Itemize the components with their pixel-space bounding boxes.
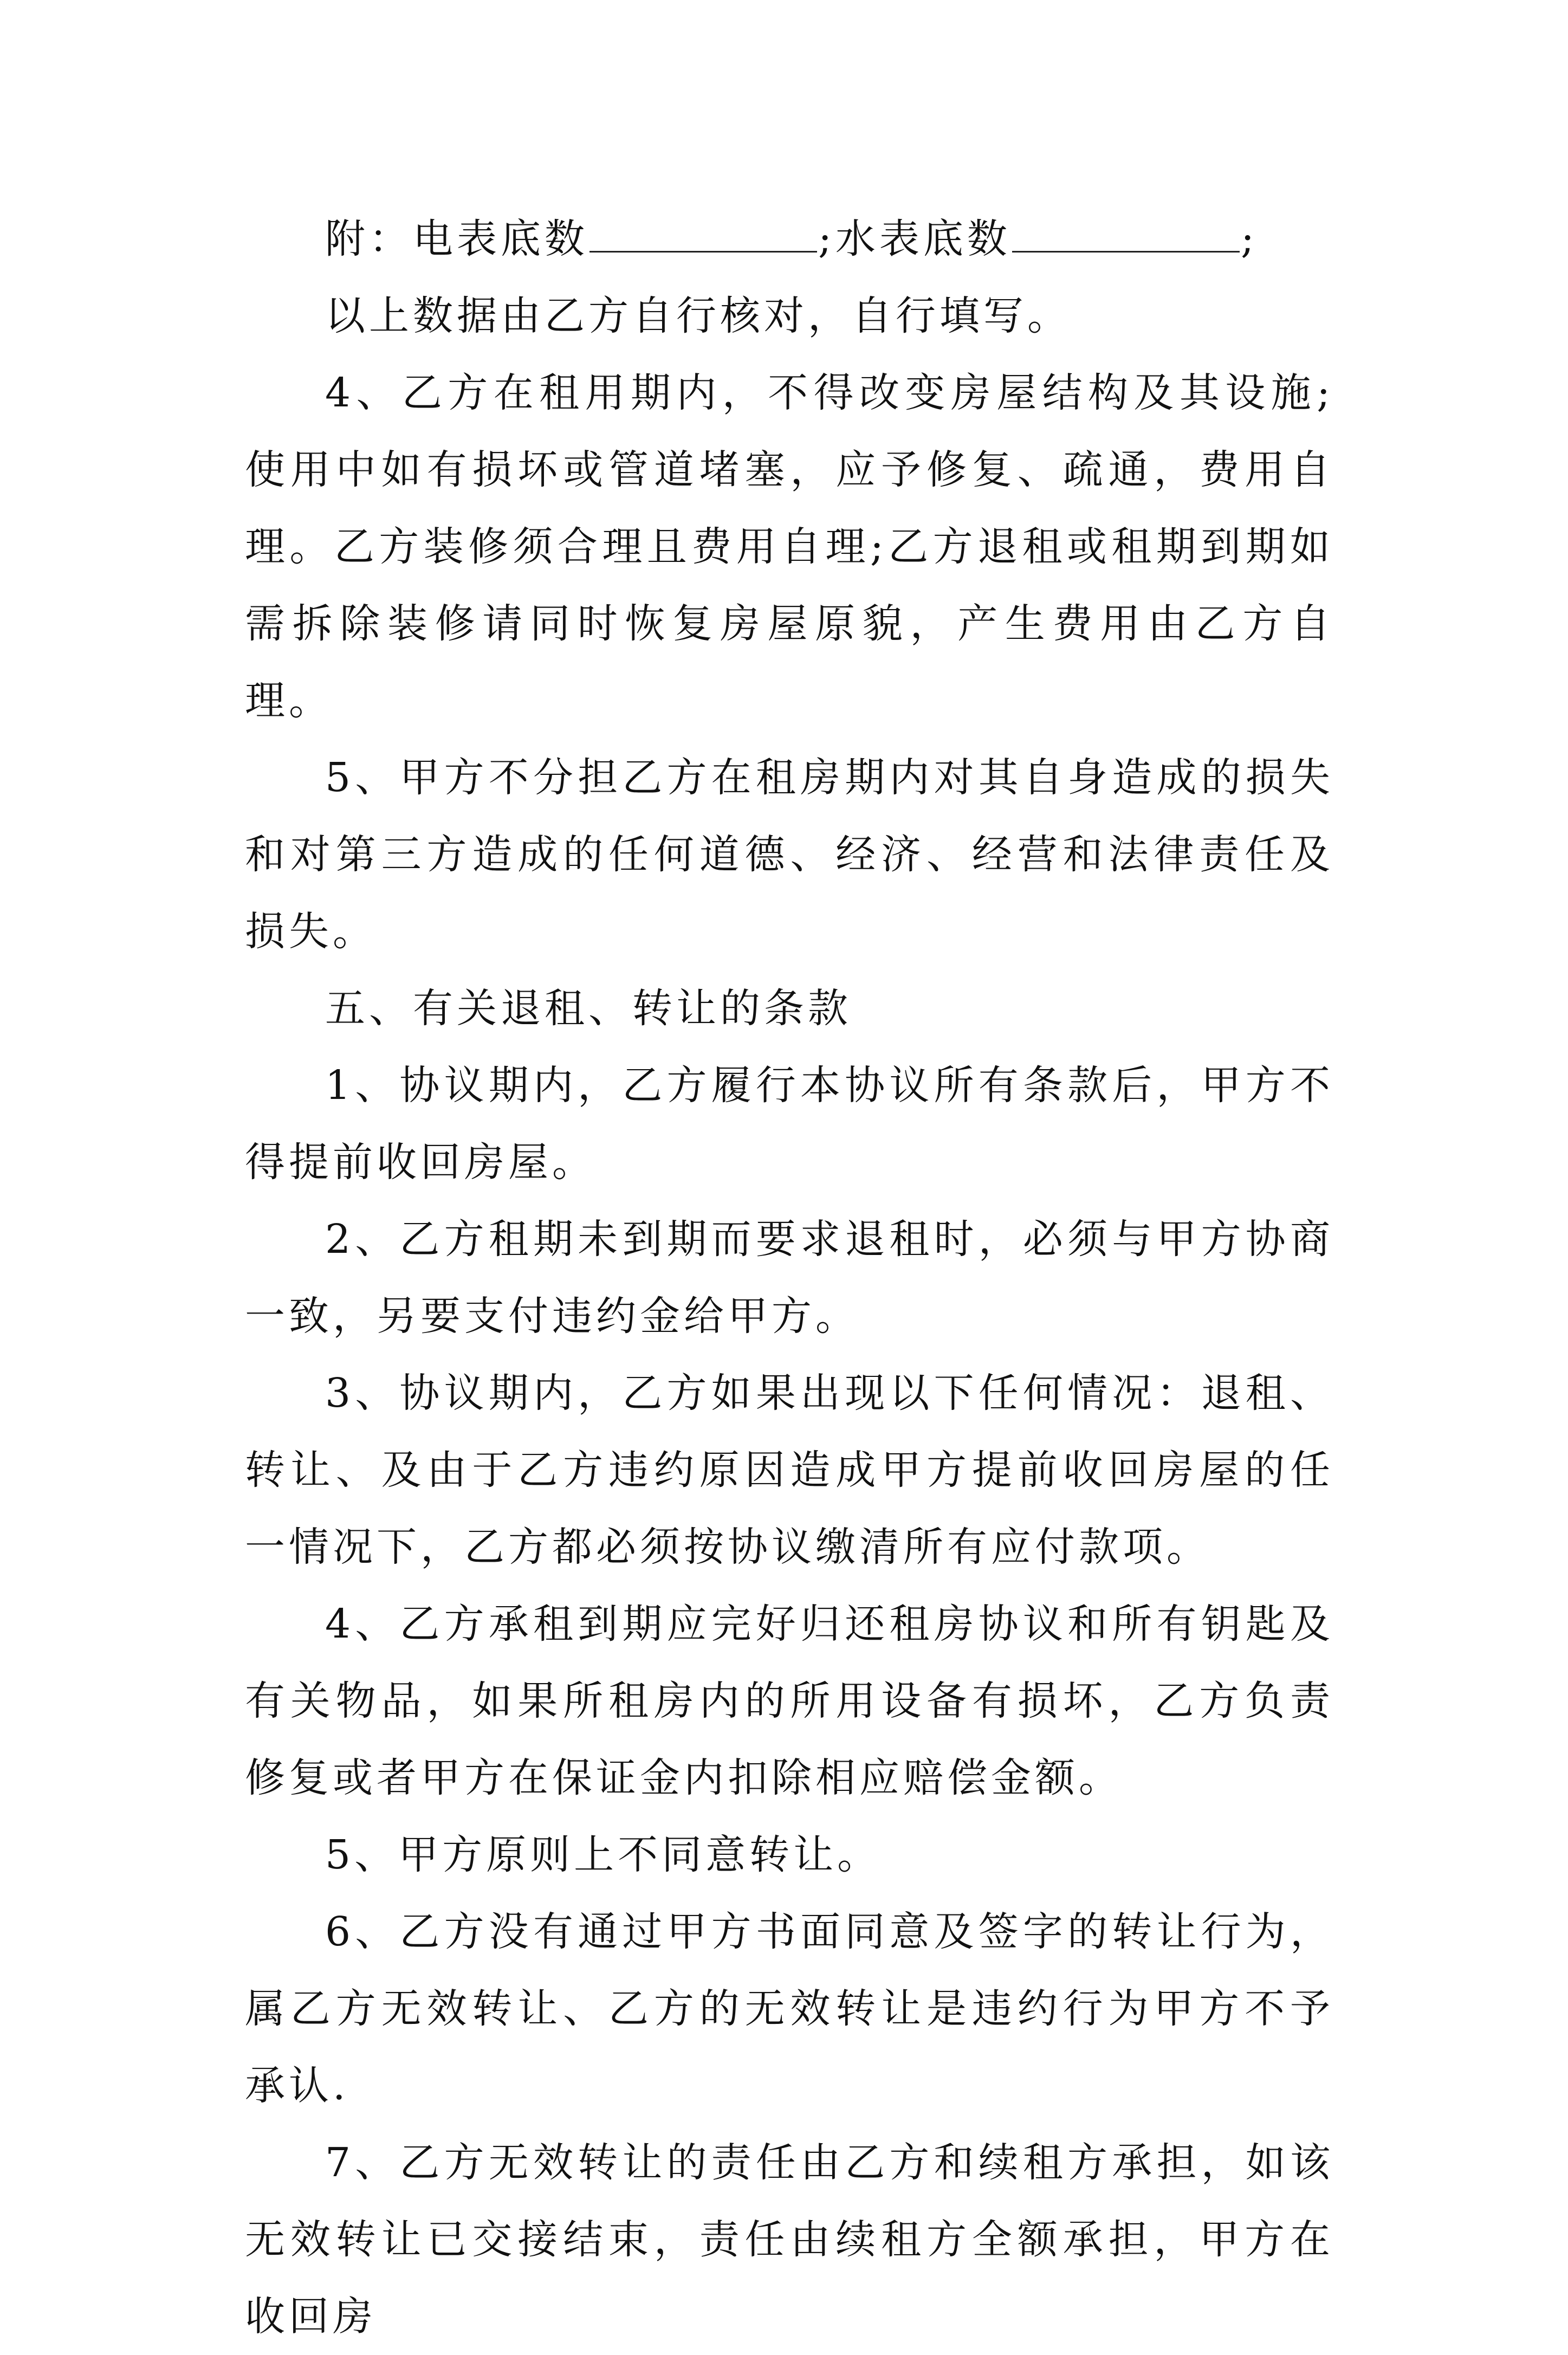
clause-4b-paragraph: 4、乙方承租到期应完好归还租房协议和所有钥匙及有关物品，如果所租房内的所用设备有损坏，乙方负责修复或者甲方在保证金内扣除相应赔偿金额。: [245, 1601, 1334, 1801]
clause-7-paragraph: 7、乙方无效转让的责任由乙方和续租方承担，如该无效转让已交接结束，责任由续租方全额承担，甲方在收回房: [245, 2139, 1334, 2340]
meter-reading-line: [245, 200, 1334, 277]
meter-line-end: ;: [1240, 216, 1258, 262]
water-meter-blank: [1012, 218, 1240, 253]
clause-2-paragraph: 2、乙方租期未到期而要求退租时，必须与甲方协商一致，另要支付违约金给甲方。: [245, 1216, 1334, 1340]
electric-meter-blank: [589, 218, 817, 253]
electric-meter-label: 附：电表底数: [325, 216, 588, 262]
section-heading: 五、有关退租、转让的条款: [325, 985, 852, 1032]
document-body: [245, 200, 1334, 2355]
paragraph: 以上数据由乙方自行核对，自行填写。: [325, 293, 1071, 339]
clause-4-paragraph: 4、乙方在租用期内，不得改变房屋结构及其设施;使用中如有损坏或管道堵塞，应予修复、疏通，费用自理。乙方装修须合理且费用自理;乙方退租或租期到期如需拆除装修请同时恢复房屋原貌，产生费用由乙方自理。: [245, 370, 1334, 724]
clause-6-paragraph: 6、乙方没有通过甲方书面同意及签字的转让行为，属乙方无效转让、乙方的无效转让是违约行为甲方不予承认.: [245, 1908, 1334, 2109]
clause-3-paragraph: 3、协议期内，乙方如果出现以下任何情况：退租、转让、及由于乙方违约原因造成甲方提前收回房屋的任一情况下，乙方都必须按协议缴清所有应付款项。: [245, 1370, 1334, 1570]
clause-5b-paragraph: 5、甲方原则上不同意转让。: [325, 1832, 882, 1878]
water-meter-label: ;水表底数: [818, 216, 1011, 262]
clause-5-paragraph: 5、甲方不分担乙方在租房期内对其自身造成的损失和对第三方造成的任何道德、经济、经营和法律责任及损失。: [245, 754, 1334, 955]
clause-1-paragraph: 1、协议期内，乙方履行本协议所有条款后，甲方不得提前收回房屋。: [245, 1062, 1334, 1186]
